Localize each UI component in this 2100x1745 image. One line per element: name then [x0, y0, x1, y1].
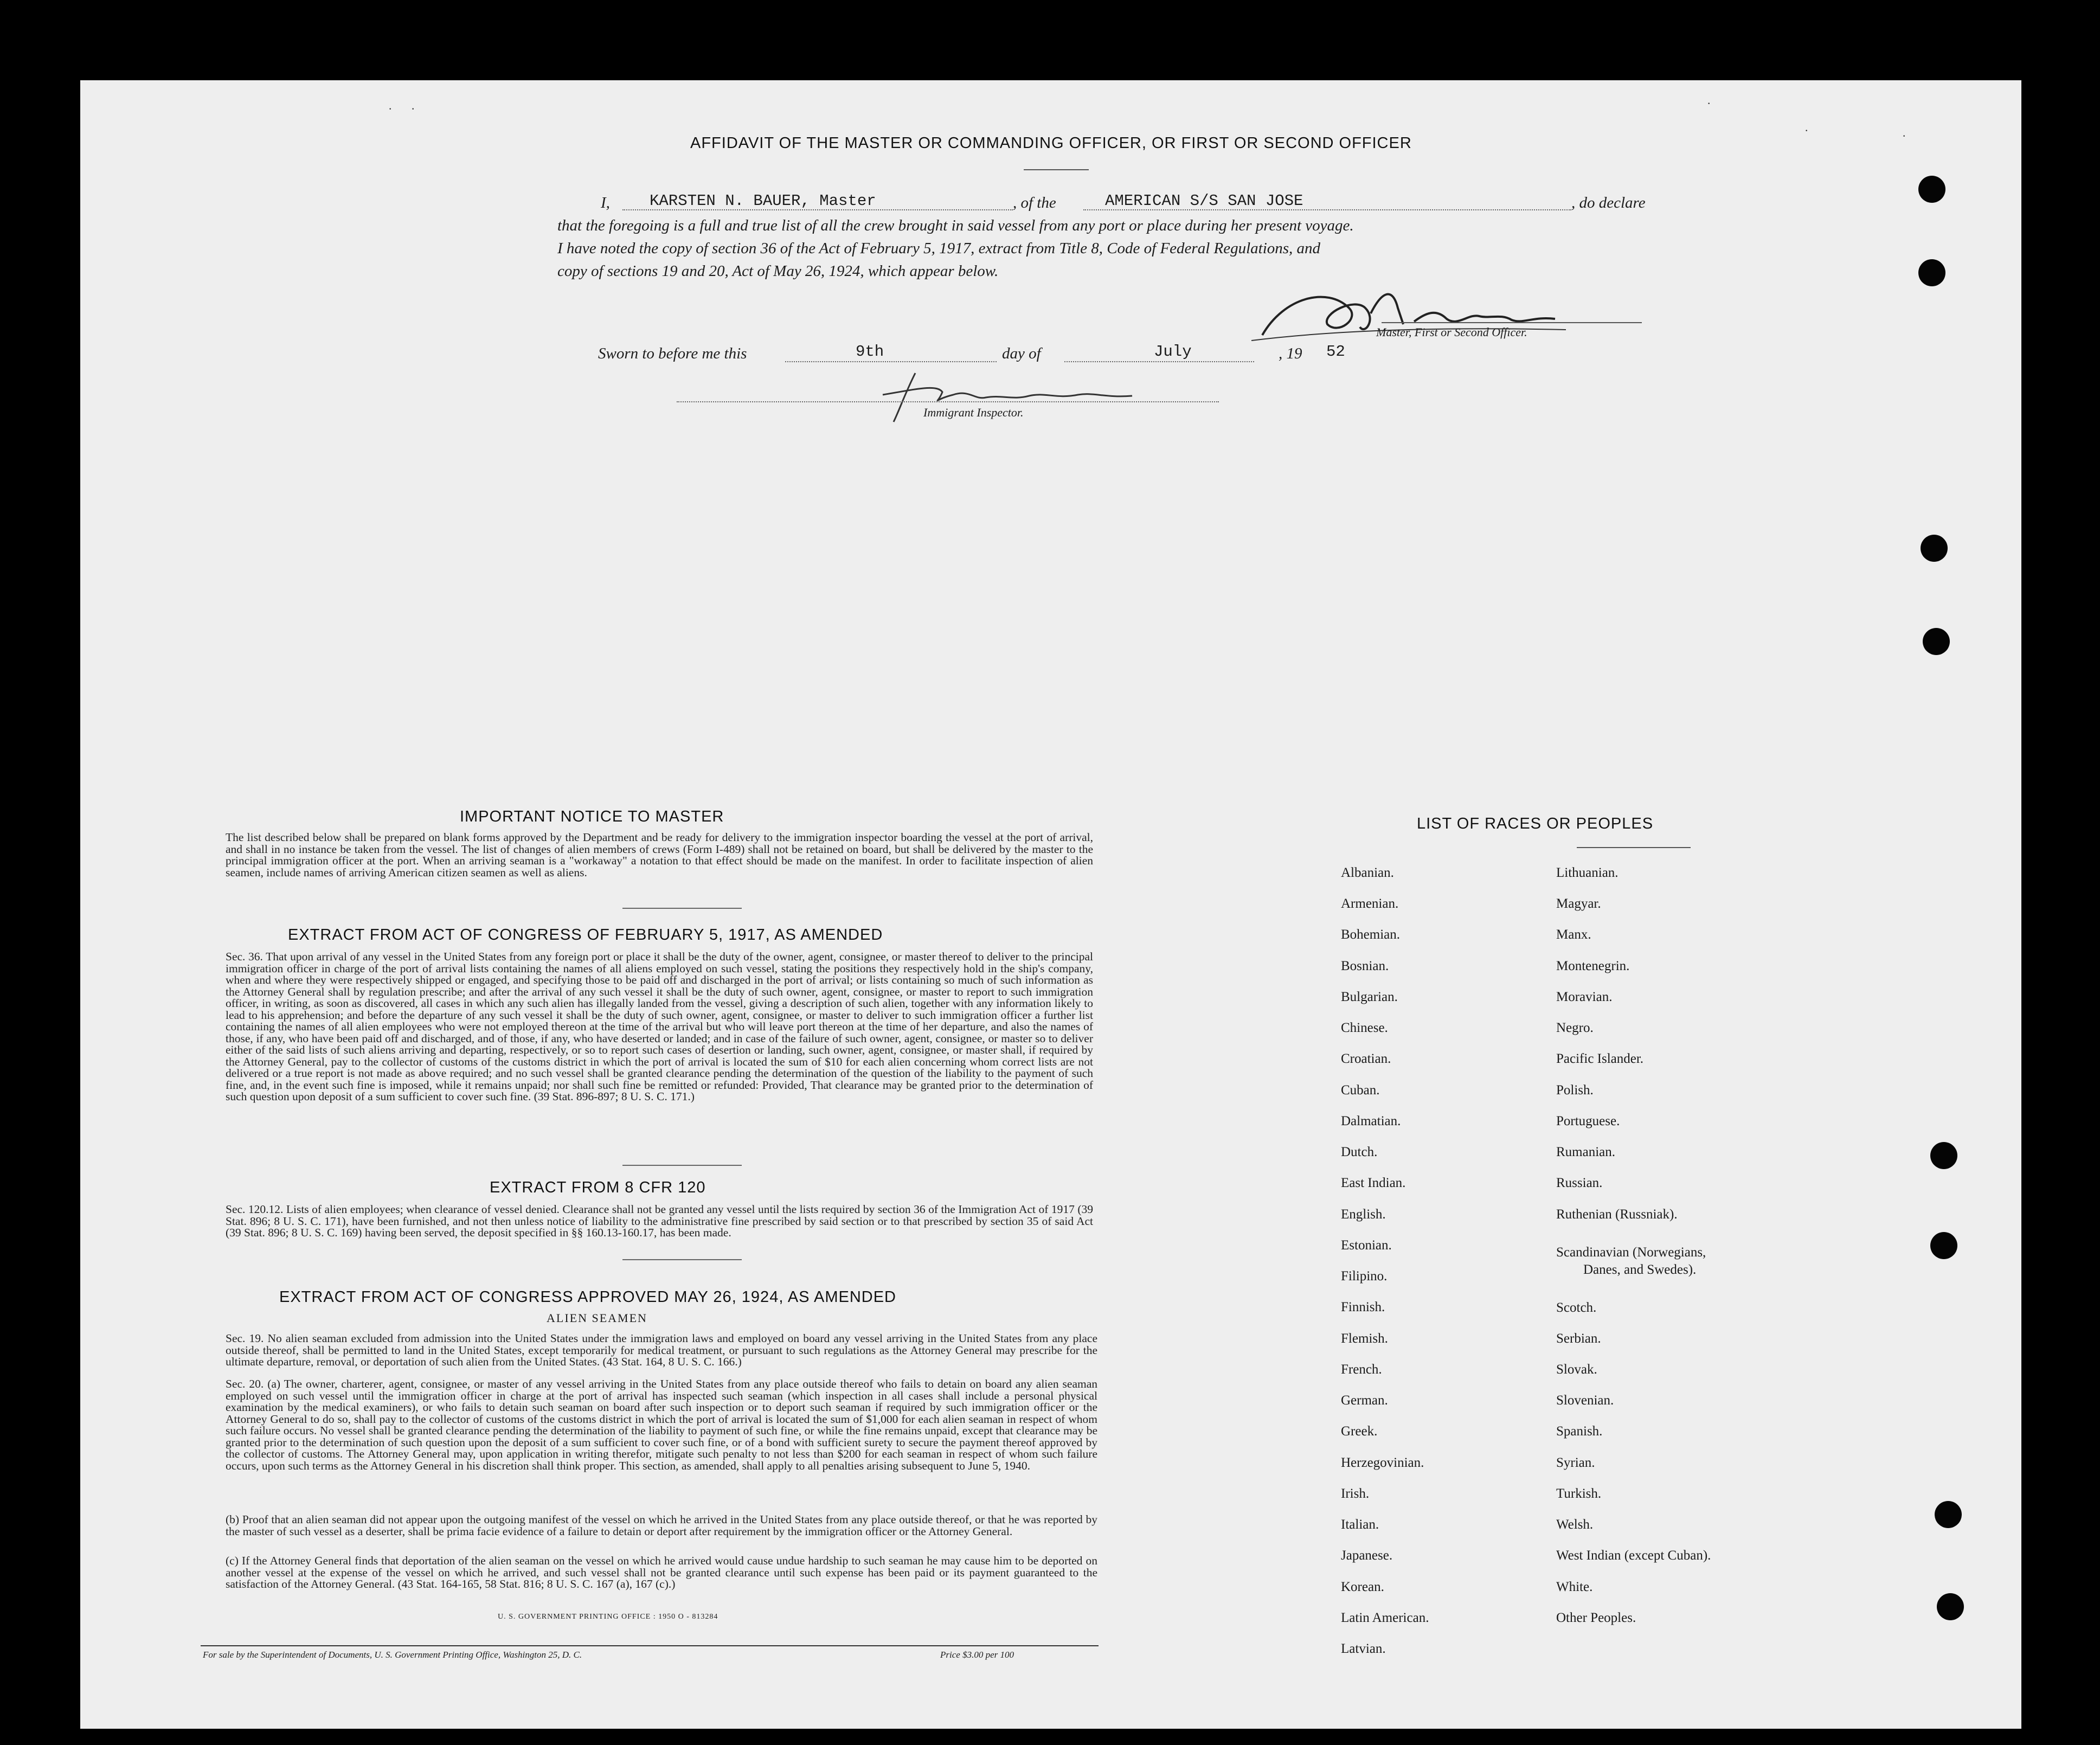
punch-hole: [1921, 535, 1948, 562]
race-item: Croatian.: [1341, 1051, 1391, 1066]
punch-hole: [1930, 1232, 1957, 1259]
race-item: Other Peoples.: [1556, 1611, 1636, 1625]
inspector-line: [677, 401, 1219, 402]
master-name: KARSTEN N. BAUER, Master: [650, 192, 876, 210]
race-item: Latin American.: [1341, 1611, 1429, 1625]
race-item: Finnish.: [1341, 1300, 1385, 1314]
race-item: Montenegrin.: [1556, 959, 1630, 973]
extract-cfr-text: Sec. 120.12. Lists of alien employees; when clearance of vessel denied. Clearance shall not be granted any vessel until the lists required by section 36 of the Immigration Act of 1917 (39 Stat. 896; 8 U. S. C. 171), have been furnished, and not then unless notice of liability to the administrative fine prescribed by said section or to that prescribed by section 35 of said Act (39 Stat. 896; 8 U. S. C. 169) having been served, the deposit specified in §§ 160.13-160.17, has been made.: [226, 1203, 1093, 1239]
race-item: Serbian.: [1556, 1331, 1601, 1346]
affidavit-line-4: copy of sections 19 and 20, Act of May 26, 1924, which appear below.: [557, 262, 999, 280]
day-of-label: day of: [1002, 345, 1041, 362]
race-item: Slovak.: [1556, 1362, 1597, 1377]
extract-1924-para-1: Sec. 19. No alien seaman excluded from admission into the United States under the immigration laws and employed on board any vessel arriving in the United States from any place outside thereof, shall be permitted to land in the United States, except temporarily for medical treatment, or pursuant to such regulations as the Attorney General may prescribe for the ultimate departure, removal, or deportation of such alien from the United States. (43 Stat. 164, 8 U. S. C. 166.): [226, 1332, 1097, 1368]
divider: [622, 908, 742, 909]
affidavit-line-3: I have noted the copy of section 36 of the Act of February 5, 1917, extract from Title 8, Code of Federal Regulations, and: [557, 240, 1321, 257]
race-item: Armenian.: [1341, 896, 1399, 911]
extract-1924-heading: EXTRACT FROM ACT OF CONGRESS APPROVED MAY 26, 1924, AS AMENDED: [279, 1288, 896, 1306]
race-item: Italian.: [1341, 1517, 1379, 1532]
extract-1924-para-3: (b) Proof that an alien seaman did not appear upon the outgoing manifest of the vessel on which he arrived in the United States from any place outside thereof, or that he was reported by the master of such vessel as a deserter, shall be prima facie evidence of a failure to detain or deport after requirement by the immigration officer or the Attorney General.: [226, 1513, 1097, 1538]
race-item: Magyar.: [1556, 896, 1601, 911]
race-item: Dutch.: [1341, 1145, 1378, 1159]
race-item: Turkish.: [1556, 1486, 1602, 1501]
footer-rule: [201, 1645, 1099, 1646]
race-item: Albanian.: [1341, 865, 1394, 880]
race-item: German.: [1341, 1393, 1388, 1408]
race-item: East Indian.: [1341, 1176, 1406, 1190]
race-item: Russian.: [1556, 1176, 1603, 1190]
race-item: West Indian (except Cuban).: [1556, 1548, 1711, 1563]
punch-hole: [1935, 1501, 1962, 1528]
race-item: White.: [1556, 1580, 1593, 1594]
race-item: Slovenian.: [1556, 1393, 1614, 1408]
sworn-month: July: [1154, 343, 1192, 361]
notice-heading: IMPORTANT NOTICE TO MASTER: [460, 808, 724, 825]
do-declare-label: , do declare: [1571, 194, 1646, 211]
race-item: Herzegovinian.: [1341, 1455, 1424, 1470]
race-item: Korean.: [1341, 1580, 1384, 1594]
race-item: Flemish.: [1341, 1331, 1388, 1346]
race-item: Filipino.: [1341, 1269, 1388, 1284]
race-item: Estonian.: [1341, 1238, 1392, 1253]
notice-text: The list described below shall be prepared on blank forms approved by the Department and be ready for delivery to the immigration inspector boarding the vessel at the port of arrival, and shall in no instance be taken from the vessel. The list of changes of alien members of crews (Form I-489) shall not be retained on board, but shall be delivered by the master to the principal immigration officer at the port. When an arriving seaman is a "workaway" a notation to that effect should be made on the manifest. In order to facilitate inspection of alien seamen, include names of arriving American citizen seamen as well as aliens.: [226, 831, 1093, 879]
inspector-caption: Immigrant Inspector.: [923, 406, 1024, 419]
divider: [622, 1165, 742, 1166]
speck: ·: [411, 102, 415, 116]
extract-1924-subheading: ALIEN SEAMEN: [547, 1311, 647, 1325]
race-item: Scotch.: [1556, 1300, 1597, 1315]
speck: ·: [1804, 124, 1809, 137]
race-item: Portuguese.: [1556, 1114, 1620, 1128]
extract-cfr-heading: EXTRACT FROM 8 CFR 120: [490, 1179, 706, 1196]
race-item: Manx.: [1556, 927, 1591, 942]
punch-hole: [1937, 1593, 1964, 1620]
race-item: Syrian.: [1556, 1455, 1595, 1470]
vessel-name: AMERICAN S/S SAN JOSE: [1105, 192, 1303, 210]
race-item: Dalmatian.: [1341, 1114, 1401, 1128]
sworn-day: 9th: [856, 343, 884, 361]
race-item: Chinese.: [1341, 1021, 1388, 1035]
sale-text: For sale by the Superintendent of Documents, U. S. Government Printing Office, Washington 25, D. C.: [203, 1650, 582, 1660]
sworn-label: Sworn to before me this: [598, 345, 747, 362]
races-heading: LIST OF RACES OR PEOPLES: [1417, 815, 1654, 832]
speck: ·: [1902, 129, 1906, 143]
race-item: Scandinavian (Norwegians,: [1556, 1245, 1706, 1260]
document-page: [80, 80, 2021, 1729]
race-item: Negro.: [1556, 1021, 1594, 1035]
races-divider: [1577, 847, 1691, 848]
of-the-label: , of the: [1013, 194, 1056, 211]
speck: ·: [388, 102, 393, 116]
affidavit-i-label: I,: [601, 194, 610, 211]
race-item: Pacific Islander.: [1556, 1051, 1644, 1066]
punch-hole: [1918, 176, 1945, 203]
extract-1924-para-2: Sec. 20. (a) The owner, charterer, agent, consignee, or master of any vessel arriving in the United States from any place outside thereof who fails to detain on board any alien seaman employed on such vessel until the immigration officer in charge at the port of arrival has inspected such seaman (which inspection in all cases shall include a personal physical examination by the medical examiners), or who fails to detain such seaman on board after such inspection or to deport such seaman if required by such immigration officer or the Attorney General to do so, shall pay to the collector of customs of the customs district in which the port of arrival is located the sum of $1,000 for each alien seaman in respect of whom such failure occurs. No vessel shall be granted clearance pending the determination of the liability to payment of such fine, or while the fine remains unpaid, except that clearance may be granted prior to the determination of such question upon the deposit of a sum sufficient to cover such fine, or of a bond with sufficient surety to secure the payment thereof approved by the collector of customs. The Attorney General may, upon application in writing therefor, mitigate such penalty to not less than $200 for each seaman in respect of whom such failure occurs, upon such terms as the Attorney General in his discretion shall think proper. This section, as amended, shall apply to all penalties arising subsequent to June 5, 1940.: [226, 1377, 1097, 1472]
race-item: Lithuanian.: [1556, 865, 1619, 880]
race-item: Rumanian.: [1556, 1145, 1616, 1159]
race-item: Spanish.: [1556, 1424, 1603, 1439]
race-item: Welsh.: [1556, 1517, 1594, 1532]
punch-hole: [1930, 1142, 1957, 1169]
extract-1924-para-4: (c) If the Attorney General finds that deportation of the alien seaman on the vessel on which he arrived would cause undue hardship to such seaman he may cause him to be deported on another vessel at the expense of the vessel on which he arrived, and such vessel shall not be granted clearance until such expense has been paid or its payment guaranteed to the satisfaction of the Attorney General. (43 Stat. 164-165, 58 Stat. 816; 8 U. S. C. 167 (a), 167 (c).): [226, 1554, 1097, 1590]
race-item: Ruthenian (Russniak).: [1556, 1207, 1678, 1222]
punch-hole: [1923, 628, 1950, 655]
race-item: Bulgarian.: [1341, 990, 1398, 1004]
speck: ·: [1707, 97, 1711, 110]
race-item: Japanese.: [1341, 1548, 1393, 1563]
punch-hole: [1918, 259, 1945, 286]
heading-divider: [1024, 169, 1089, 170]
race-item: French.: [1341, 1362, 1382, 1377]
race-item: Cuban.: [1341, 1083, 1380, 1098]
extract-1917-text: Sec. 36. That upon arrival of any vessel in the United States from any foreign port or place it shall be the duty of the owner, agent, consignee, or master thereof to deliver to the principal immigration officer in charge of the port of arrival lists containing the names of all aliens employed on such vessel, stating the positions they respectively hold in the ship's company, when and where they were respectively shipped or engaged, and specifying those to be paid off and discharged in the port of arrival; or lists containing so much of such information as the Attorney General shall by regulation prescribe; and after the arrival of any such vessel it shall be the duty of such owner, agent, consignee, or master to report to such immigration officer, in writing, as soon as discovered, all cases in which any such alien has illegally landed from the vessel, giving a description of such alien, together with any information likely to lead to his apprehension; and before the departure of any such vessel it shall be the duty of such owner, agent, consignee, or master to deliver to such immigration officer a further list containing the names of all alien employees who were not employed thereon at the time of the arrival but who will leave port thereon at the time of her departure, and also the names of those, if any, who have been paid off and discharged, and of those, if any, who have deserted or landed; and in case of the failure of such owner, agent, consignee, or master so to deliver either of the said lists of such aliens arriving and departing, respectively, or so to report such cases of desertion or landing, such owner, agent, consignee, or master shall, if required by the Attorney General, pay to the collector of customs of the customs district in which the port of arrival is located the sum of $10 for each alien concerning whom correct lists are not delivered or a true report is not made as above required; and no such vessel shall be granted clearance pending the determination of the question of the liability to the payment of such fine, and, in the event such fine is imposed, while it remains unpaid; nor shall such fine be remitted or refunded: Provided, That clearance may be granted prior to the determination of such question upon deposit of a sum sufficient to cover such fine. (39 Stat. 896-897; 8 U. S. C. 171.): [226, 950, 1093, 1103]
price-text: Price $3.00 per 100: [940, 1650, 1014, 1660]
race-item: Moravian.: [1556, 990, 1613, 1004]
race-item: Latvian.: [1341, 1641, 1386, 1656]
race-item: English.: [1341, 1207, 1386, 1222]
extract-1917-heading: EXTRACT FROM ACT OF CONGRESS OF FEBRUARY 5, 1917, AS AMENDED: [288, 926, 883, 944]
affidavit-heading: AFFIDAVIT OF THE MASTER OR COMMANDING OFFICER, OR FIRST OR SECOND OFFICER: [690, 134, 1412, 152]
master-signature: [1230, 275, 1642, 351]
race-item: Greek.: [1341, 1424, 1378, 1439]
race-item: Bosnian.: [1341, 959, 1389, 973]
race-item: Danes, and Swedes).: [1583, 1262, 1697, 1277]
divider: [622, 1259, 742, 1260]
printing-office-line: U. S. GOVERNMENT PRINTING OFFICE : 1950 O - 813284: [498, 1613, 718, 1621]
signature-caption: Master, First or Second Officer.: [1376, 325, 1527, 339]
affidavit-line-2: that the foregoing is a full and true list of all the crew brought in said vessel from any port or place during her present voyage.: [557, 217, 1354, 234]
sworn-year: 52: [1326, 343, 1345, 361]
year-prefix: , 19: [1279, 345, 1302, 362]
race-item: Polish.: [1556, 1083, 1594, 1098]
inspector-signature: [850, 362, 1197, 427]
signature-line: [1382, 322, 1642, 323]
race-item: Bohemian.: [1341, 927, 1401, 942]
race-item: Irish.: [1341, 1486, 1370, 1501]
